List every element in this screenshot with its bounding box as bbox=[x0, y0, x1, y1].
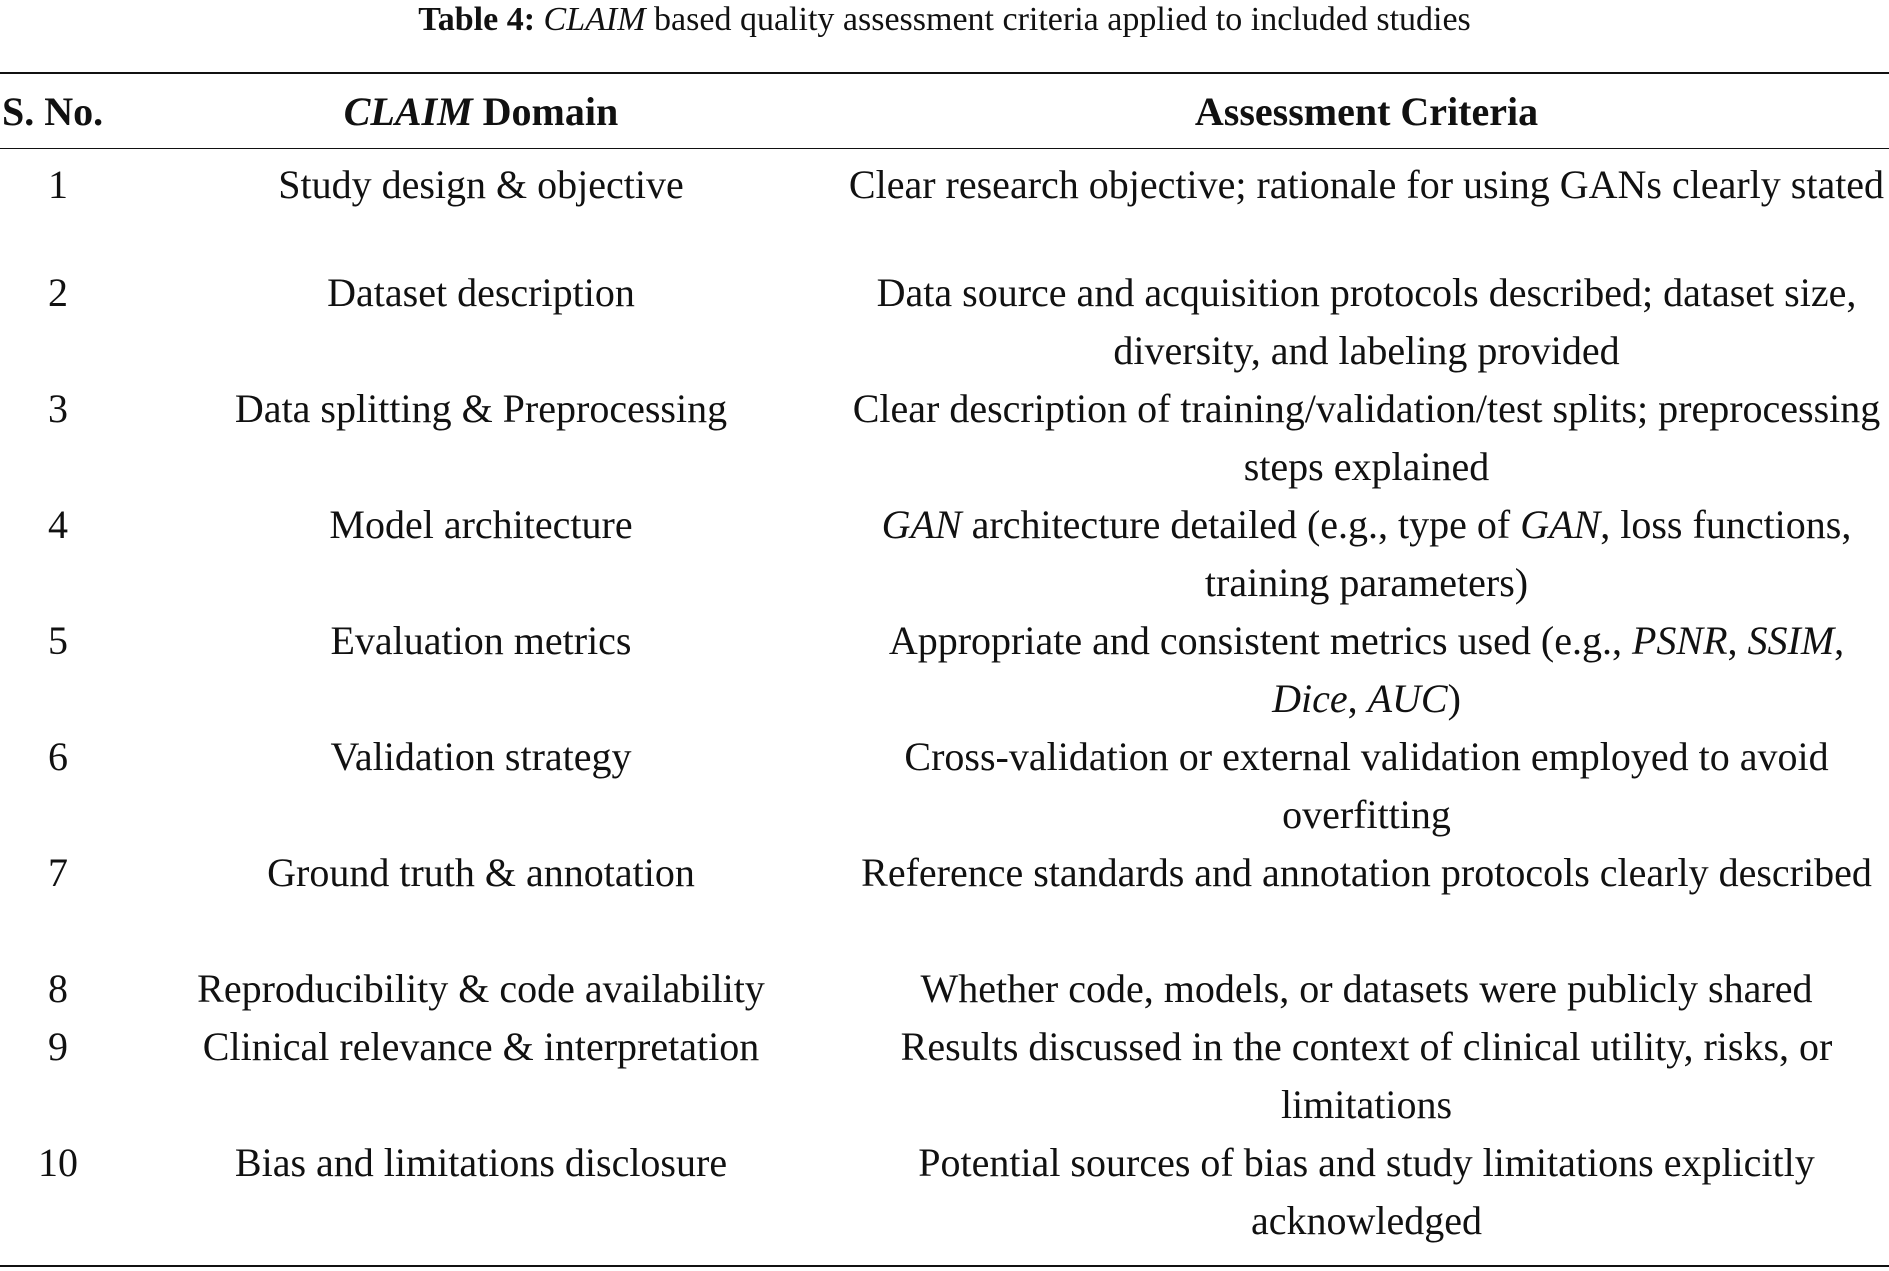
criteria-text: , loss functions, training parameters) bbox=[1204, 502, 1852, 605]
cell-assessment-criteria bbox=[844, 960, 1889, 1018]
cell-claim-domain: Data splitting & Preprocessing bbox=[234, 386, 728, 431]
cell-assessment-criteria bbox=[844, 496, 1889, 612]
criteria-text: , bbox=[1347, 676, 1368, 721]
cell-claim-domain: Evaluation metrics bbox=[330, 618, 632, 663]
cell-claim-domain: Study design & objective bbox=[278, 162, 684, 207]
cell-claim-domain: Bias and limitations disclosure bbox=[234, 1140, 728, 1185]
claim-criteria-table bbox=[0, 76, 1889, 1250]
criteria-text: ) bbox=[1447, 676, 1461, 721]
criteria-text: Clear description of training/validation/test splits; preprocessing steps explained bbox=[852, 386, 1881, 489]
cell-assessment-criteria bbox=[844, 148, 1889, 264]
criteria-text: Results discussed in the context of clinical utility, risks, or limitations bbox=[900, 1024, 1833, 1127]
header-domain-text: Domain bbox=[472, 89, 619, 134]
table-row bbox=[0, 1134, 1889, 1250]
cell-claim-domain: Validation strategy bbox=[330, 734, 632, 779]
cell-assessment-criteria bbox=[844, 1018, 1889, 1134]
cell-serial-number: 3 bbox=[48, 386, 68, 431]
cell-assessment-criteria bbox=[844, 1134, 1889, 1250]
criteria-emphasis: GAN bbox=[1520, 502, 1601, 547]
cell-claim-domain: Model architecture bbox=[329, 502, 633, 547]
criteria-emphasis: GAN bbox=[881, 502, 962, 547]
cell-assessment-criteria bbox=[844, 264, 1889, 380]
table-row bbox=[0, 728, 1889, 844]
criteria-text: Appropriate and consistent metrics used (e.g., bbox=[888, 618, 1632, 663]
cell-serial-number: 5 bbox=[48, 618, 68, 663]
table-row bbox=[0, 148, 1889, 264]
cell-serial-number: 2 bbox=[48, 270, 68, 315]
cell-claim-domain: Dataset description bbox=[327, 270, 635, 315]
cell-serial-number: 10 bbox=[38, 1140, 78, 1185]
criteria-emphasis: AUC bbox=[1367, 676, 1448, 721]
cell-serial-number: 1 bbox=[48, 162, 68, 207]
table-row bbox=[0, 380, 1889, 496]
criteria-text: Clear research objective; rationale for using GANs clearly stated bbox=[848, 162, 1885, 207]
table-body bbox=[0, 148, 1889, 1250]
cell-assessment-criteria bbox=[844, 728, 1889, 844]
criteria-emphasis: PSNR bbox=[1631, 618, 1728, 663]
header-serial-number: S. No. bbox=[2, 89, 104, 134]
table-caption bbox=[0, 0, 1889, 40]
cell-serial-number: 9 bbox=[48, 1024, 68, 1069]
criteria-text: Cross-validation or external validation employed to avoid overfitting bbox=[904, 734, 1829, 837]
criteria-text: , bbox=[1727, 618, 1748, 663]
criteria-text: architecture detailed (e.g., type of bbox=[961, 502, 1521, 547]
cell-serial-number: 6 bbox=[48, 734, 68, 779]
table-row bbox=[0, 1018, 1889, 1134]
table-row bbox=[0, 844, 1889, 960]
table-row bbox=[0, 264, 1889, 380]
cell-assessment-criteria bbox=[844, 844, 1889, 960]
cell-claim-domain: Ground truth & annotation bbox=[267, 850, 695, 895]
criteria-text: Reference standards and annotation protocols clearly described bbox=[861, 850, 1872, 895]
header-claim-domain bbox=[118, 76, 844, 148]
criteria-emphasis: SSIM bbox=[1747, 618, 1835, 663]
caption-label: Table 4: bbox=[418, 1, 536, 38]
criteria-text: , bbox=[1834, 618, 1845, 663]
cell-serial-number: 4 bbox=[48, 502, 68, 547]
cell-serial-number: 7 bbox=[48, 850, 68, 895]
header-claim-emphasis: CLAIM bbox=[343, 89, 473, 134]
criteria-emphasis: Dice bbox=[1272, 676, 1348, 721]
top-rule bbox=[0, 72, 1889, 74]
header-assessment-criteria: Assessment Criteria bbox=[1194, 89, 1539, 134]
cell-claim-domain: Clinical relevance & interpretation bbox=[202, 1024, 760, 1069]
criteria-text: Potential sources of bias and study limitations explicitly acknowledged bbox=[918, 1140, 1815, 1243]
table-row bbox=[0, 960, 1889, 1018]
table-header-row bbox=[0, 76, 1889, 148]
caption-emphasis: CLAIM bbox=[543, 1, 646, 38]
cell-assessment-criteria bbox=[844, 380, 1889, 496]
cell-serial-number: 8 bbox=[48, 966, 68, 1011]
table-row bbox=[0, 612, 1889, 728]
criteria-text: Data source and acquisition protocols described; dataset size, diversity, and labeling provided bbox=[876, 270, 1857, 373]
cell-claim-domain: Reproducibility & code availability bbox=[197, 966, 765, 1011]
table-row bbox=[0, 496, 1889, 612]
bottom-rule bbox=[0, 1265, 1889, 1267]
criteria-text: Whether code, models, or datasets were publicly shared bbox=[920, 966, 1813, 1011]
cell-assessment-criteria bbox=[844, 612, 1889, 728]
caption-text: based quality assessment criteria applied to included studies bbox=[645, 1, 1471, 38]
